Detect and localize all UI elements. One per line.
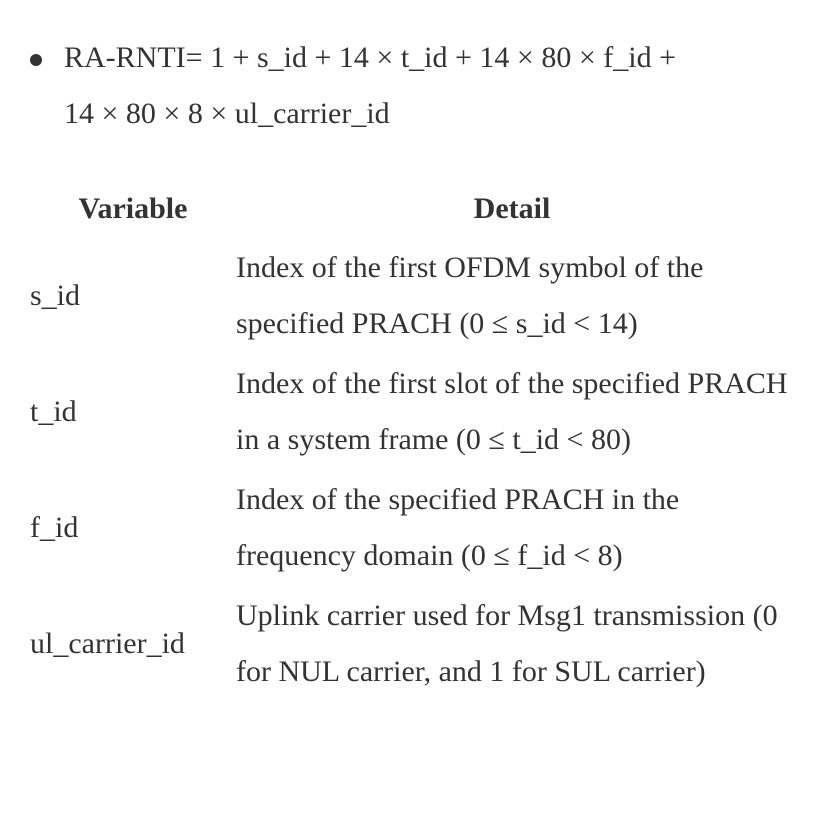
detail-cell: Uplink carrier used for Msg1 transmission (0 for NUL carrier, and 1 for SUL carrier) [236,599,778,688]
detail-cell: Index of the specified PRACH in the frequency domain (0 ≤ f_id < 8) [236,483,680,572]
table-row [30,354,788,470]
variable-cell: ul_carrier_id [30,627,185,660]
variables-table [30,180,788,702]
formula-list-item [0,30,784,142]
variable-cell: t_id [30,395,77,428]
table-row [30,238,788,354]
header-variable: Variable [78,192,188,225]
variable-cell: f_id [30,511,79,544]
header-detail: Detail [473,192,551,225]
table-header-row [30,180,788,238]
detail-cell: Index of the first slot of the specified PRACH in a system frame (0 ≤ t_id < 80) [236,367,788,456]
formula-line-2: 14 × 80 × 8 × ul_carrier_id [64,97,390,130]
variable-cell: s_id [30,279,81,312]
table-row [30,470,788,586]
table-row [30,586,788,702]
formula-list [0,30,784,142]
formula-line-1: RA-RNTI= 1 + s_id + 14 × t_id + 14 × 80 × f_id + [64,41,677,74]
detail-cell: Index of the first OFDM symbol of the specified PRACH (0 ≤ s_id < 14) [236,251,704,340]
bullet-icon [30,54,42,66]
